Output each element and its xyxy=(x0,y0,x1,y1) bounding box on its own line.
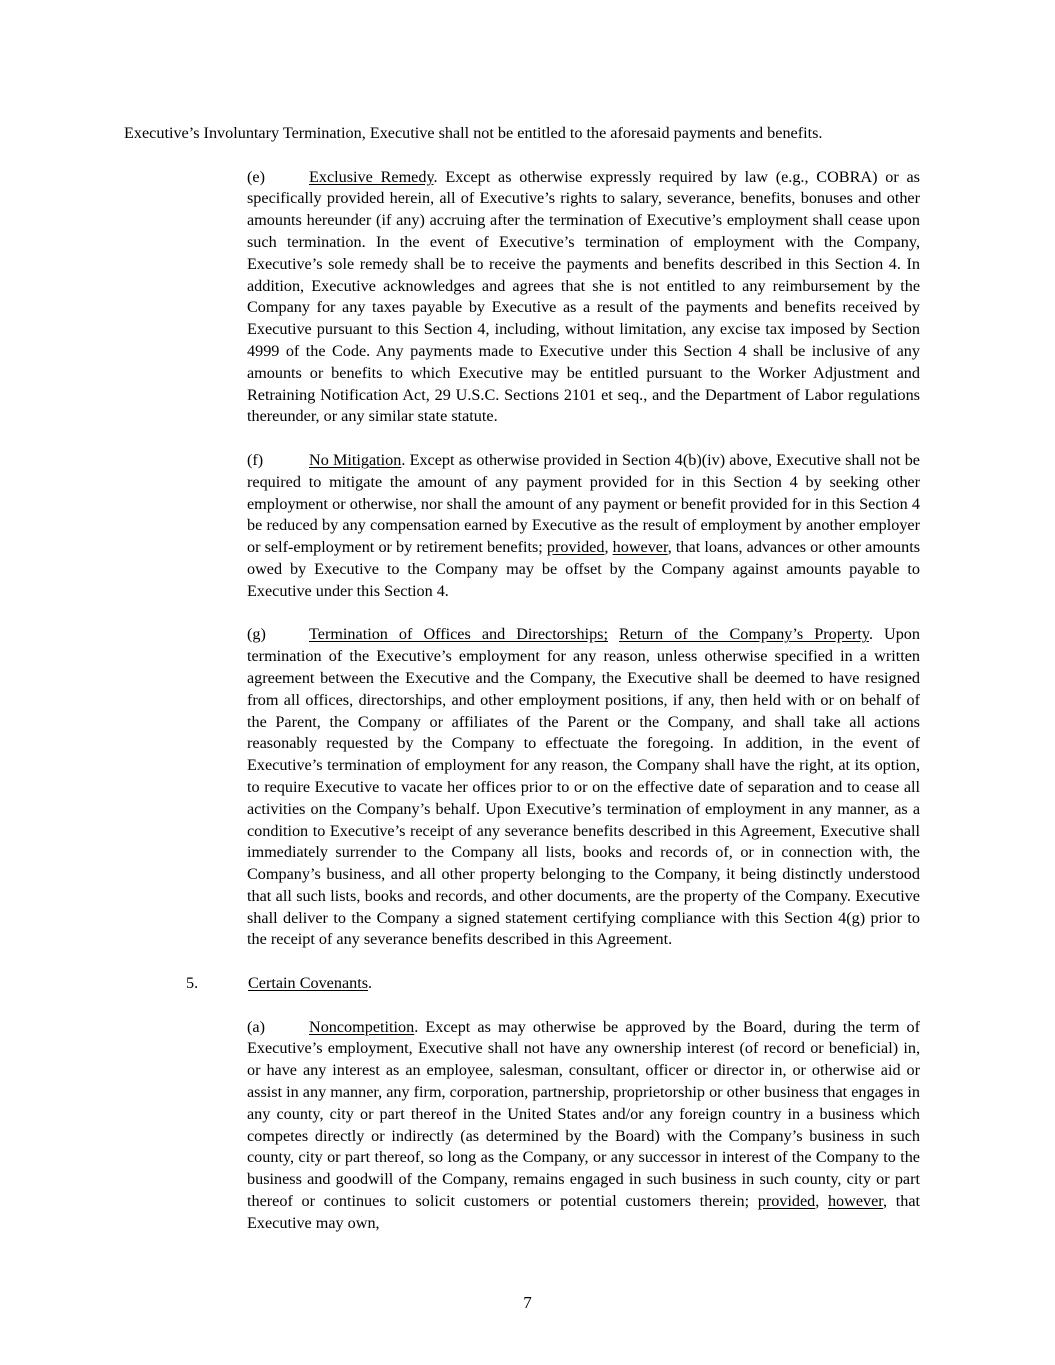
section-g-body: . Upon termination of the Executive’s employment for any reason, unless otherwise specified in a written agreement between the Executive and the Company, the Executive shall be deemed to have resigned from all offices, directorships, and other employment positions, if any, then held with or on behalf of the Parent, the Company or affiliates of the Parent or the Company, and shall take all actions reasonably requested by the Company to effectuate the foregoing. In addition, in the event of Executive’s termination of employment for any reason, the Company shall have the right, at its option, to require Executive to vacate her offices prior to or on the effective date of separation and to cease all activities on the Company’s behalf. Upon Executive’s termination of employment in any manner, as a condition to Executive’s receipt of any severance benefits described in this Agreement, Executive shall immediately surrender to the Company all lists, books and records of, or in connection with, the Company’s business, and all other property belonging to the Company, it being distinctly understood that all such lists, books and records, and other documents, are the property of the Company. Executive shall deliver to the Company a signed statement certifying compliance with this Section 4(g) prior to the receipt of any severance benefits described in this Agreement. xyxy=(247,625,920,949)
section-f-paragraph xyxy=(124,450,920,603)
intro-text: Executive’s Involuntary Termination, Executive shall not be entitled to the aforesaid payments and benefits. xyxy=(124,124,823,142)
section-f-comma: , xyxy=(604,538,613,557)
section-f-body-2: , that loans, advances or other amounts owed by Executive to the Company may be offset by the Company against amounts payable to Executive under this Section 4. xyxy=(247,538,920,600)
intro-paragraph xyxy=(124,123,920,145)
document-page xyxy=(124,123,920,1256)
section-5-title: Certain Covenants xyxy=(248,974,369,993)
section-g-title-1: Termination of Offices and Directorships; xyxy=(309,625,608,644)
section-g-title-2: Return of the Company’s Property xyxy=(619,625,869,644)
section-e-marker: (e) xyxy=(247,167,265,186)
section-f-body-1: . Except as otherwise provided in Section 4(b)(iv) above, Executive shall not be required to mitigate the amount of any payment provided for in this Section 4 by seeking other employment or otherwise, nor shall the amount of any payment or benefit provided for in this Section 4 be reduced by any compensation earned by Executive as the result of employment by another employer or self-employment or by retirement benefits; xyxy=(247,450,920,557)
section-5-heading xyxy=(124,973,920,995)
section-5-period: . xyxy=(368,974,373,993)
section-5a-however: however xyxy=(827,1192,884,1211)
section-g-marker: (g) xyxy=(247,625,266,644)
section-5a-title: Noncompetition xyxy=(309,1017,415,1036)
page-number: 7 xyxy=(523,1293,532,1312)
section-5a-paragraph xyxy=(124,1017,920,1235)
section-e-body: . Except as otherwise expressly required by law (e.g., COBRA) or as specifically provided herein, all of Executive’s rights to salary, severance, benefits, bonuses and other amounts hereunder (if any) accruing after the termination of Executive’s employment shall cease upon such termination. In the event of Executive’s termination of employment with the Company, Executive’s sole remedy shall be to receive the payments and benefits described in this Section 4. In addition, Executive acknowledges and agrees that she is not entitled to any reimbursement by the Company for any taxes payable by Executive as a result of the payments and benefits received by Executive pursuant to this Section 4, including, without limitation, any excise tax imposed by Section 4999 of the Code. Any payments made to Executive under this Section 4 shall be inclusive of any amounts or benefits to which Executive may be entitled pursuant to the Worker Adjustment and Retraining Notification Act, 29 U.S.C. Sections 2101 et seq., and the Department of Labor regulations thereunder, or any similar state statute. xyxy=(247,167,920,426)
section-5a-provided: provided xyxy=(757,1192,816,1211)
section-f-however: however xyxy=(612,538,668,557)
section-5a-body-2: , that Executive may own, xyxy=(247,1192,921,1232)
section-f-title: No Mitigation xyxy=(309,450,402,469)
section-5a-comma: , xyxy=(815,1192,828,1211)
section-5a-body-1: . Except as may otherwise be approved by the Board, during the term of Executive’s employment, Executive shall not have any ownership interest (of record or beneficial) in, or have any interest as an employee, salesman, consultant, officer or director in, or otherwise aid or assist in any manner, any firm, corporation, partnership, proprietorship or other business that engages in any county, city or part thereof in the United States and/or any foreign country in a business which competes directly or indirectly (as determined by the Board) with the Company’s business in such county, city or part thereof, so long as the Company, or any successor in interest of the Company to the business and goodwill of the Company, remains engaged in such business in such county, city or part thereof or continues to solicit customers or potential customers therein; xyxy=(247,1017,920,1211)
section-f-provided: provided xyxy=(546,538,605,557)
section-5a-marker: (a) xyxy=(247,1017,265,1036)
section-g-paragraph xyxy=(124,624,920,951)
section-5-marker: 5. xyxy=(186,974,199,993)
section-e-title: Exclusive Remedy xyxy=(309,167,434,186)
section-f-marker: (f) xyxy=(247,450,264,469)
section-e-paragraph xyxy=(124,167,920,429)
